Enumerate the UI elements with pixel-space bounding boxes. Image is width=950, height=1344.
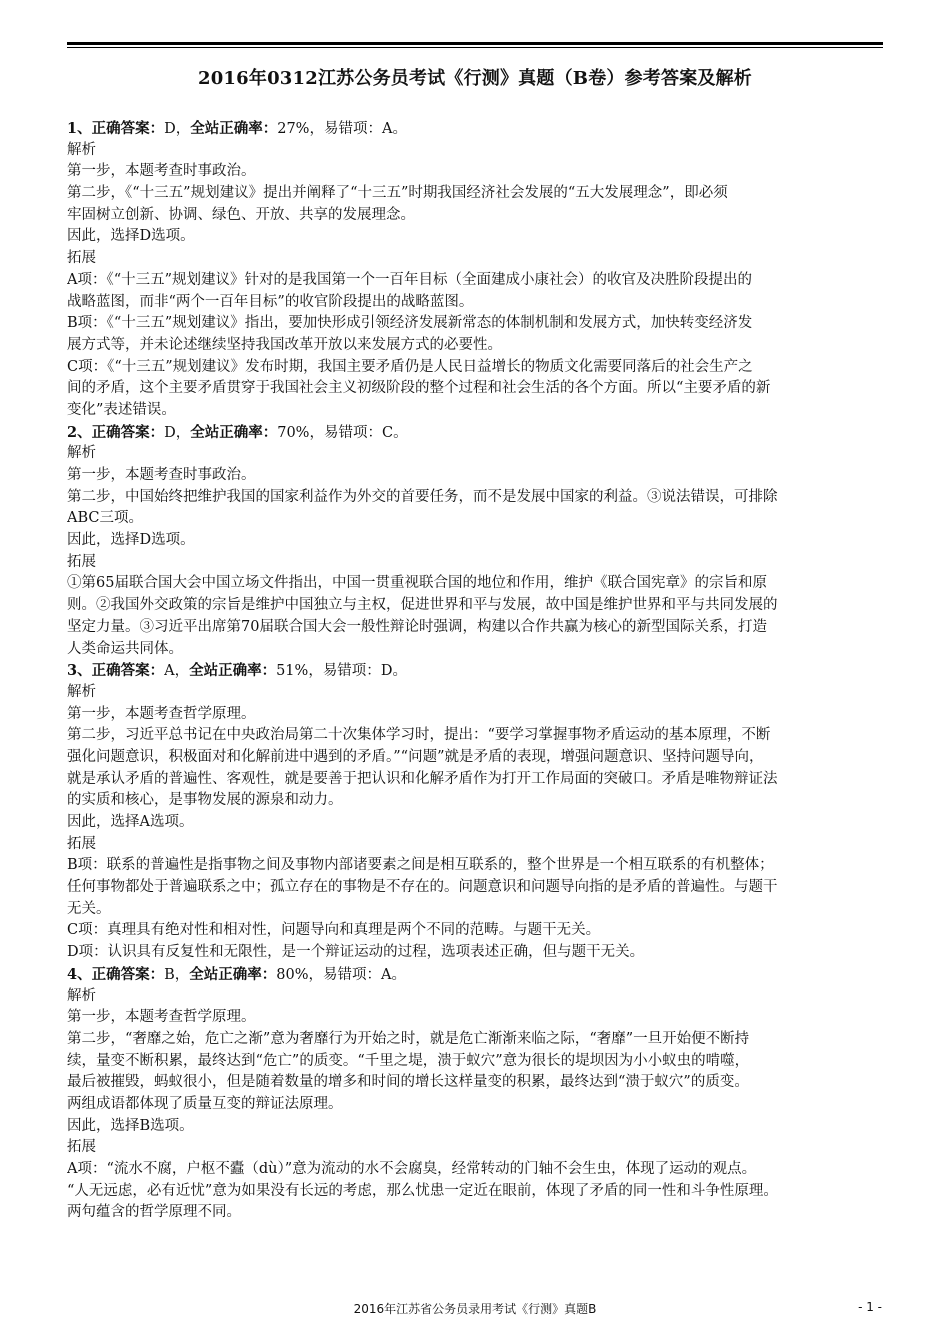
question-header: 4、正确答案：B，全站正确率：80%，易错项：A。 [67, 965, 406, 983]
text-line: 最后被摧毁，蚂蚁很小，但是随着数量的增多和时间的增长这样量变的积累，最终达到“溃于蚁穴”的质变。 [67, 1074, 749, 1091]
text-line: 第二步，《“十三五”规划建议》提出并阐释了“十三五”时期我国经济社会发展的“五大发展理念”，即必须 [67, 185, 728, 202]
text-line: 拓展 [67, 1139, 96, 1156]
text-line: 解析 [67, 987, 96, 1004]
text-line: 战略蓝图，而非“两个一百年目标”的收官阶段提出的战略蓝图。 [67, 293, 474, 310]
question-4 [67, 964, 889, 1224]
text-line: 因此，选择D选项。 [67, 228, 195, 245]
question-1 [67, 118, 889, 422]
text-line: 拓展 [67, 250, 96, 267]
header-rule-thick [67, 42, 883, 45]
text-line: ①第65届联合国大会中国立场文件指出，中国一贯重视联合国的地位和作用，维护《联合国宪章》的宗旨和原 [67, 575, 767, 592]
text-line: 两句蕴含的哲学原理不同。 [67, 1204, 241, 1221]
text-line: 第一步，本题考查时事政治。 [67, 163, 256, 180]
text-line: 解析 [67, 445, 96, 462]
text-line: A项：“流水不腐，户枢不蠹（dù）”意为流动的水不会腐臭，经常转动的门轴不会生虫，体现了运动的观点。 [67, 1161, 757, 1177]
question-header: 1、正确答案：D，全站正确率：27%，易错项：A。 [67, 120, 407, 137]
question-header: 2、正确答案：D，全站正确率：70%，易错项：C。 [67, 423, 408, 441]
text-line: 解析 [67, 141, 96, 158]
text-line: 因此，选择D选项。 [67, 532, 195, 549]
text-line: 就是承认矛盾的普遍性、客观性，就是要善于把认识和化解矛盾作为打开工作局面的突破口。矛盾是唯物辩证法 [67, 770, 778, 787]
text-line: 间的矛盾，这个主要矛盾贯穿于我国社会主义初级阶段的整个过程和社会生活的各个方面。所以“主要矛盾的新 [67, 380, 771, 397]
text-line: A项：《“十三五”规划建议》针对的是我国第一个一百年目标（全面建成小康社会）的收官及决胜阶段提出的 [67, 271, 753, 288]
text-line: 第二步，习近平总书记在中央政治局第二十次集体学习时，提出：“要学习掌握事物矛盾运动的基本原理，不断 [67, 727, 771, 744]
text-line: 坚定力量。③习近平出席第70届联合国大会一般性辩论时强调，构建以合作共赢为核心的新型国际关系，打造 [67, 618, 767, 635]
text-line: 无关。 [67, 900, 111, 917]
text-line: 因此，选择A选项。 [67, 814, 194, 830]
page-footer [0, 1300, 950, 1320]
text-line: 拓展 [67, 835, 96, 852]
text-line: 第一步，本题考查时事政治。 [67, 467, 256, 483]
text-line: 的实质和核心，是事物发展的源泉和动力。 [67, 792, 343, 809]
header-rule-thin [67, 47, 883, 48]
text-line: C项：真理具有绝对性和相对性，问题导向和真理是两个不同的范畴。与题干无关。 [67, 922, 601, 939]
question-2 [67, 422, 889, 661]
text-line: 第二步，“奢靡之始，危亡之渐”意为奢靡行为开始之时，就是危亡渐渐来临之际，“奢靡”一旦开始便不断持 [67, 1030, 750, 1047]
text-line: 续，量变不断积累，最终达到“危亡”的质变。“千里之堤，溃于蚁穴”意为很长的堤坝因为小小蚁虫的啃噬， [67, 1052, 750, 1069]
text-line: 第一步，本题考查哲学原理。 [67, 1009, 256, 1026]
text-line: 第一步，本题考查哲学原理。 [67, 705, 256, 722]
footer-text: 2016年江苏省公务员录用考试《行测》真题B [353, 1302, 597, 1316]
text-line: 强化问题意识，积极面对和化解前进中遇到的矛盾。”“问题”就是矛盾的表现，增强问题意识、坚持问题导向， [67, 748, 764, 765]
text-line: 解析 [67, 683, 96, 700]
text-line: B项：《“十三五”规划建议》指出，要加快形成引领经济发展新常态的体制机制和发展方式，加快转变经济发 [67, 315, 753, 332]
question-header: 3、正确答案：A，全站正确率：51%，易错项：D。 [67, 662, 407, 680]
text-line: C项：《“十三五”规划建议》发布时期，我国主要矛盾仍是人民日益增长的物质文化需要同落后的社会生产之 [67, 358, 753, 375]
text-line: “人无远虑，必有近忧”意为如果没有长远的考虑，那么忧患一定近在眼前，体现了矛盾的同一性和斗争性原理。 [67, 1182, 778, 1199]
document-body [67, 118, 889, 1224]
text-line: 变化”表述错误。 [67, 401, 176, 418]
text-line: 则。②我国外交政策的宗旨是维护中国独立与主权，促进世界和平与发展，故中国是维护世界和平与共同发展的 [67, 597, 778, 614]
text-line: 任何事物都处于普遍联系之中；孤立存在的事物是不存在的。问题意识和问题导向指的是矛盾的普遍性。与题干 [67, 879, 778, 896]
text-line: B项：联系的普遍性是指事物之间及事物内部诸要素之间是相互联系的，整个世界是一个相互联系的有机整体； [67, 857, 774, 874]
text-line: ABC三项。 [67, 510, 143, 527]
question-3 [67, 660, 889, 964]
document-title: 2016年0312江苏公务员考试《行测》真题（B卷）参考答案及解析 [197, 68, 752, 89]
text-line: 牢固树立创新、协调、绿色、开放、共享的发展理念。 [67, 206, 415, 223]
text-line: 第二步，中国始终把维护我国的国家利益作为外交的首要任务，而不是发展中国家的利益。③说法错误，可排除 [67, 488, 778, 505]
text-line: D项：认识具有反复性和无限性，是一个辩证运动的过程，选项表述正确，但与题干无关。 [67, 944, 645, 961]
text-line: 两组成语都体现了质量互变的辩证法原理。 [67, 1095, 343, 1112]
text-line: 展方式等，并未论述继续坚持我国改革开放以来发展方式的必要性。 [67, 336, 502, 353]
text-line: 拓展 [67, 553, 96, 570]
page-number: - 1 - [858, 1300, 882, 1314]
text-line: 因此，选择B选项。 [67, 1117, 194, 1134]
text-line: 人类命运共同体。 [67, 640, 183, 657]
